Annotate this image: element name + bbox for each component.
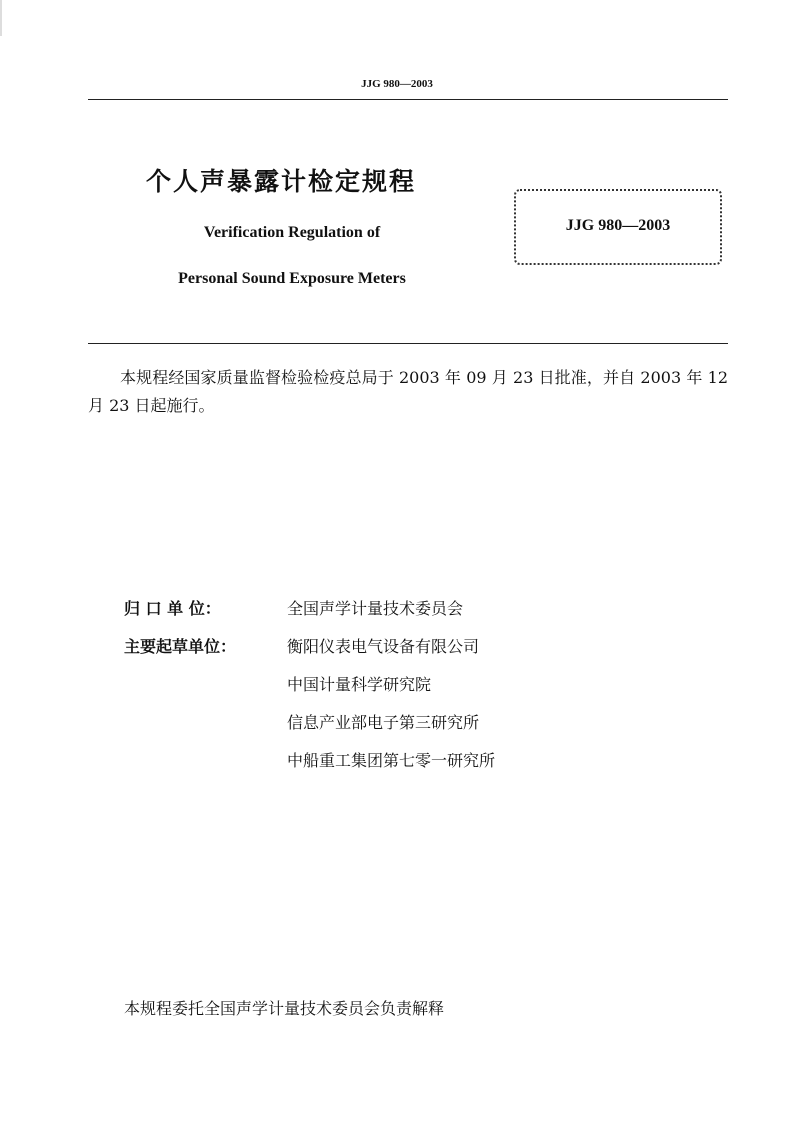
- title-english-line1: Verification Regulation of: [203, 224, 381, 241]
- drafter-item: 中国计量科学研究院: [287, 675, 432, 694]
- scan-edge-mark: [0, 0, 2, 36]
- interpretation-note: 本规程委托全国声学计量技术委员会负责解释: [124, 999, 445, 1018]
- drafter-item: 中船重工集团第七零一研究所: [287, 751, 496, 770]
- header-standard-code: JJG 980—2003: [361, 78, 433, 90]
- standard-code-box-text: JJG 980—2003: [565, 217, 671, 234]
- drafters-label: 主要起草单位：: [124, 637, 237, 656]
- title-chinese: 个人声暴露计检定规程: [146, 167, 417, 196]
- drafter-item: 衡阳仪表电气设备有限公司: [287, 637, 480, 656]
- title-rule: [88, 343, 728, 344]
- unit-label: 归 口 单 位：: [124, 599, 221, 618]
- title-english-line2: Personal Sound Exposure Meters: [178, 270, 406, 287]
- standard-code-box: [514, 189, 722, 265]
- drafter-item: 信息产业部电子第三研究所: [287, 713, 480, 732]
- approval-statement: 本规程经国家质量监督检验检疫总局于 2003 年 09 月 23 日批准，并自 2003 年 12 月 23 日起施行。: [88, 368, 728, 415]
- header-rule: [88, 99, 728, 100]
- unit-value: 全国声学计量技术委员会: [287, 599, 464, 618]
